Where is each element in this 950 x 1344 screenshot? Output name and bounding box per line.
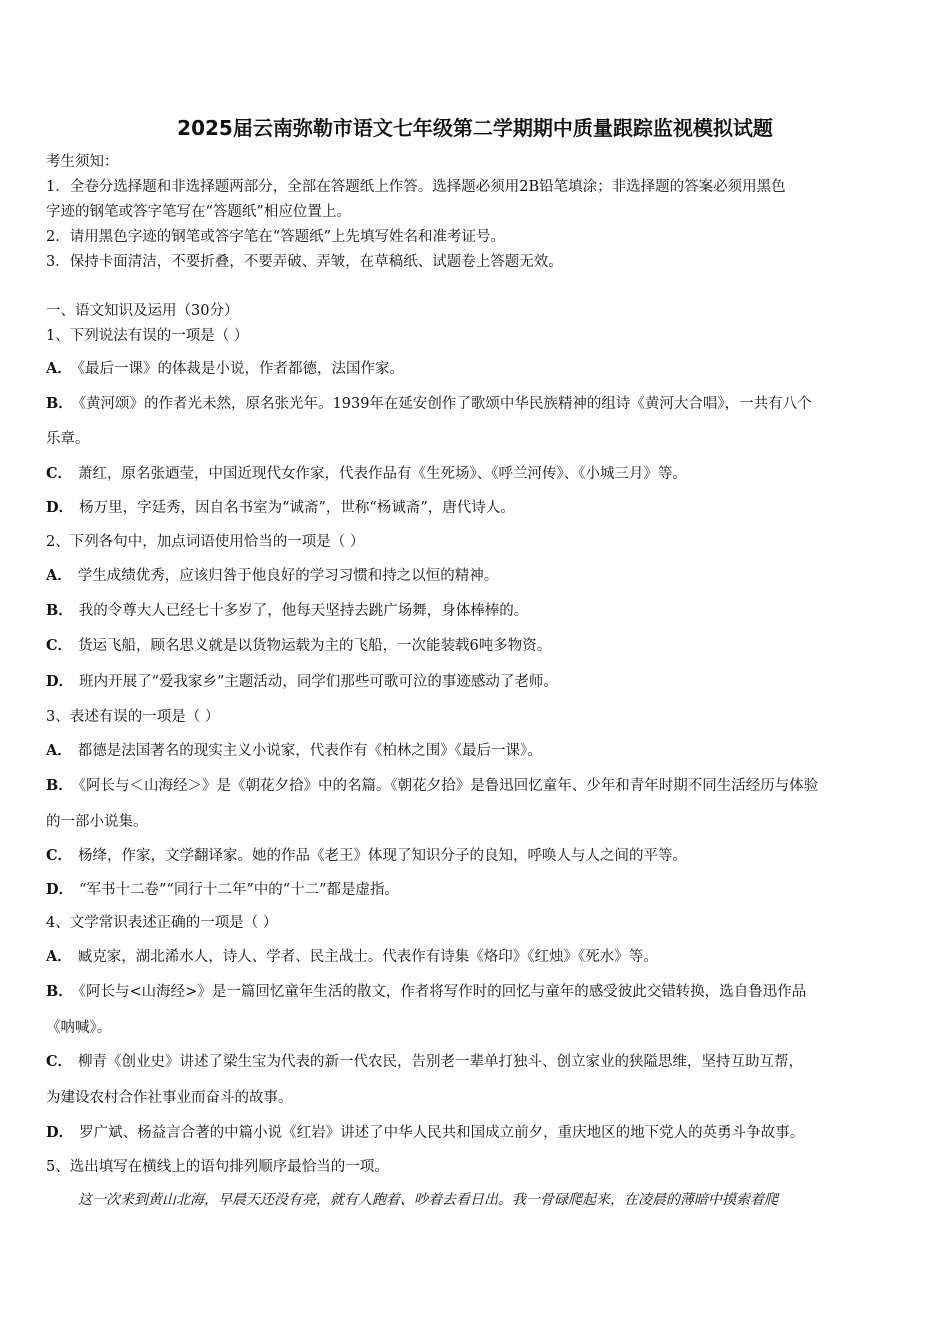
q3-option-b-cont: 的一部小说集。: [46, 814, 148, 830]
q1-stem: 1、下列说法有误的一项是（ ）: [46, 328, 249, 344]
q4-option-b-cont: 《呐喊》。: [46, 1020, 112, 1036]
q2-option-a: A． 学生成绩优秀，应该归咎于他良好的学习习惯和持之以恒的精神。: [46, 567, 499, 584]
q4-option-b: B． 《阿长与<山海经>》是一篇回忆童年生活的散文，作者将写作时的回忆与童年的感受彼此交错转换，选自鲁迅作品: [46, 983, 807, 1000]
q5-passage: 这一次来到黄山北海，早晨天还没有亮，就有人跑着、吵着去看日出。我一骨碌爬起来，在凌晨的薄暗中摸索着爬: [78, 1192, 778, 1208]
section-heading: 一、语文知识及运用（30分）: [46, 303, 239, 319]
q2-stem: 2、下列各句中，加点词语使用恰当的一项是（ ）: [46, 534, 365, 550]
q2-option-d: D． 班内开展了“爱我家乡”主题活动，同学们那些可歌可泣的事迹感动了老师。: [46, 673, 558, 690]
notice-line-1: 1．全卷分选择题和非选择题两部分，全部在答题纸上作答。选择题必须用2B铅笔填涂；非选择题的答案必须用黑色: [46, 179, 786, 195]
q3-option-d: D． “军书十二卷”“同行十二年”中的“十二”都是虚指。: [46, 881, 400, 898]
q4-stem: 4、文学常识表述正确的一项是（ ）: [46, 915, 278, 931]
q3-option-b: B． 《阿长与＜山海经＞》是《朝花夕拾》中的名篇。《朝花夕拾》是鲁迅回忆童年、少年和青年时期不同生活经历与体验: [46, 777, 819, 794]
q4-option-c: C． 柳青《创业史》讲述了梁生宝为代表的新一代农民，告别老一辈单打独斗、创立家业的狭隘思维，坚持互助互帮，: [46, 1053, 804, 1070]
notice-line-3: 2．请用黑色字迹的钢笔或答字笔在“答题纸”上先填写姓名和准考证号。: [46, 229, 506, 245]
notice-heading: 考生须知：: [46, 154, 119, 170]
q2-option-c: C． 货运飞船，顾名思义就是以货物运载为主的飞船，一次能装载6吨多物资。: [46, 637, 552, 654]
q4-option-a: A． 臧克家，湖北浠水人，诗人、学者、民主战士。代表作有诗集《烙印》《红烛》《死水》等。: [46, 948, 658, 965]
q1-option-a: A． 《最后一课》的体裁是小说，作者都德，法国作家。: [46, 360, 405, 377]
q3-stem: 3、表述有误的一项是（ ）: [46, 709, 220, 725]
q4-option-d: D． 罗广斌、杨益言合著的中篇小说《红岩》讲述了中华人民共和国成立前夕，重庆地区的地下党人的英勇斗争故事。: [46, 1124, 805, 1141]
q1-option-c: C． 萧红，原名张迺莹，中国近现代女作家，代表作品有《生死场》、《呼兰河传》、《小城三月》等。: [46, 465, 688, 482]
q1-option-b: B． 《黄河颂》的作者光未然，原名张光年。1939年在延安创作了歌颂中华民族精神的组诗《黄河大合唱》，一共有八个: [46, 395, 812, 412]
page-title: 2025届云南弥勒市语文七年级第二学期期中质量跟踪监视模拟试题: [177, 116, 773, 140]
q1-option-d: D． 杨万里，字廷秀，因自名书室为“诚斋”，世称“杨诚斋”，唐代诗人。: [46, 499, 515, 516]
q4-option-c-cont: 为建设农村合作社事业而奋斗的故事。: [46, 1090, 293, 1106]
q3-option-a: A． 都德是法国著名的现实主义小说家，代表作有《柏林之围》《最后一课》。: [46, 742, 542, 759]
q2-option-b: B． 我的令尊大人已经七十多岁了，他每天坚持去跳广场舞，身体棒棒的。: [46, 602, 529, 619]
notice-line-4: 3．保持卡面清洁，不要折叠，不要弄破、弄皱，在草稿纸、试题卷上答题无效。: [46, 254, 563, 270]
q3-option-c: C． 杨绛，作家，文学翻译家。她的作品《老王》体现了知识分子的良知，呼唤人与人之间的平等。: [46, 847, 688, 864]
q1-option-b-cont: 乐章。: [46, 431, 90, 447]
notice-line-2: 字迹的钢笔或答字笔写在“答题纸”相应位置上。: [46, 204, 351, 220]
q5-stem: 5、选出填写在横线上的语句排列顺序最恰当的一项。: [46, 1159, 389, 1175]
